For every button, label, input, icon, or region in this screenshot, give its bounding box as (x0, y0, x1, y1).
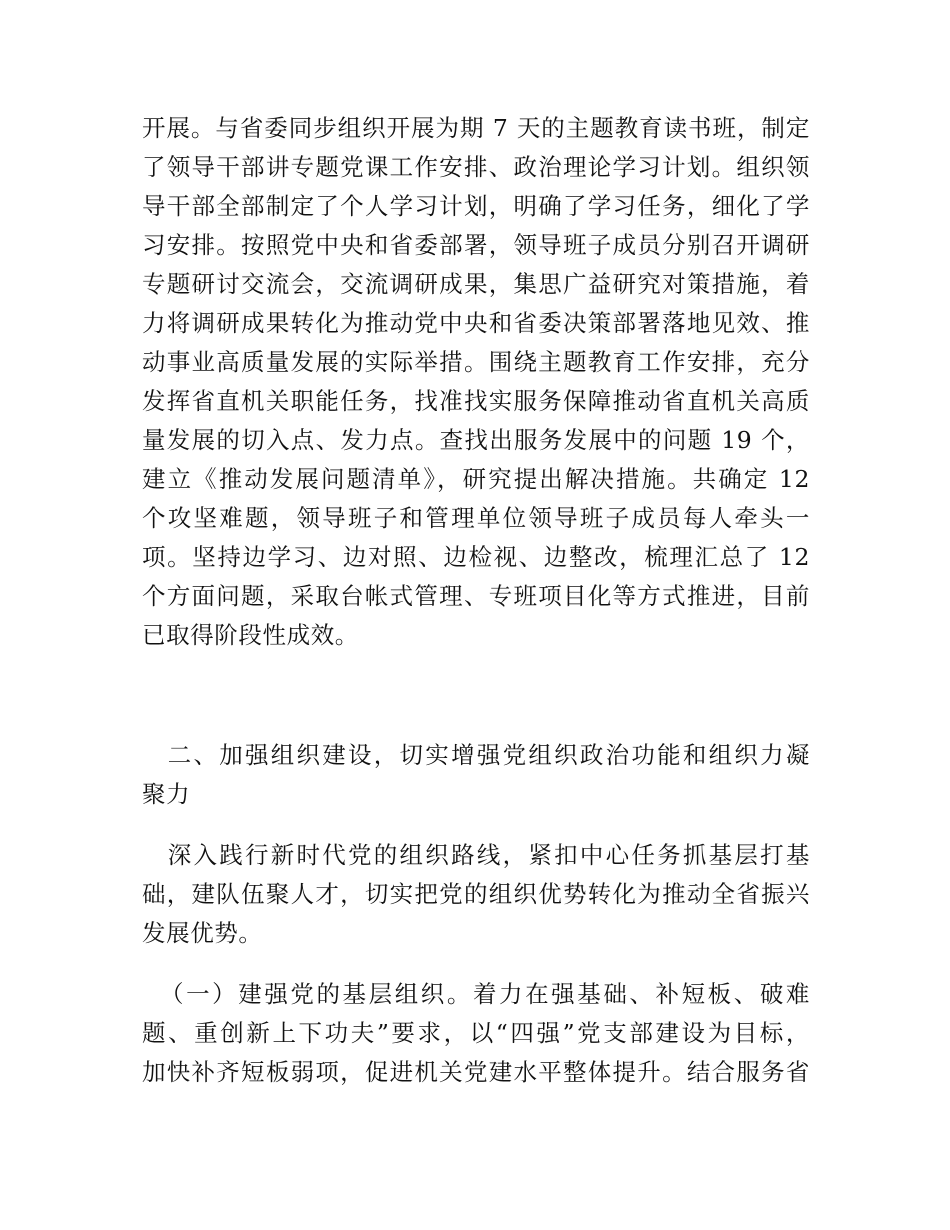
text-line: 题、重创新上下功夫”要求，以“四强”党支部建设为目标， (142, 1019, 810, 1047)
text-line: 个攻坚难题，领导班子和管理单位领导班子成员每人牵头一 (142, 504, 810, 532)
text-line: 个方面问题，采取台帐式管理、专班项目化等方式推进，目前 (142, 582, 810, 610)
text-line: 导干部全部制定了个人学习计划，明确了学习任务，细化了学 (142, 192, 810, 220)
text-line: 动事业高质量发展的实际举措。围绕主题教育工作安排，充分 (142, 348, 810, 376)
text-line: 深入践行新时代党的组织路线，紧扣中心任务抓基层打基 (142, 841, 810, 869)
text-line: 建立《推动发展问题清单》，研究提出解决措施。共确定 12 (142, 465, 810, 493)
text-line: 已取得阶段性成效。 (142, 621, 359, 649)
text-line: 力将调研成果转化为推动党中央和省委决策部署落地见效、推 (142, 309, 810, 337)
text-line: 专题研讨交流会，交流调研成果，集思广益研究对策措施，着 (142, 270, 810, 298)
text-line: 加快补齐短板弱项，促进机关党建水平整体提升。结合服务省 (142, 1058, 810, 1086)
subsection-paragraph (142, 1014, 810, 1092)
text-line: 项。坚持边学习、边对照、边检视、边整改，梳理汇总了 12 (142, 543, 810, 571)
section-heading (142, 736, 810, 814)
section-paragraph (142, 836, 810, 953)
text-line: 了领导干部讲专题党课工作安排、政治理论学习计划。组织领 (142, 153, 810, 181)
text-line: 发展优势。 (142, 919, 263, 947)
text-line: （一）建强党的基层组织。着力在强基础、补短板、破难 (160, 980, 810, 1008)
heading-line: 二、加强组织建设，切实增强党组织政治功能和组织力凝 (142, 741, 810, 769)
subsection-first-line-block (160, 975, 810, 1014)
intro-paragraph (142, 109, 810, 655)
text-line: 发挥省直机关职能任务，找准找实服务保障推动省直机关高质 (142, 387, 810, 415)
text-line: 量发展的切入点、发力点。查找出服务发展中的问题 19 个， (142, 426, 810, 454)
text-line: 础，建队伍聚人才，切实把党的组织优势转化为推动全省振兴 (142, 880, 810, 908)
text-line: 习安排。按照党中央和省委部署，领导班子成员分别召开调研 (142, 231, 810, 259)
text-line: 开展。与省委同步组织开展为期 7 天的主题教育读书班，制定 (142, 114, 810, 142)
heading-line: 聚力 (142, 780, 191, 808)
